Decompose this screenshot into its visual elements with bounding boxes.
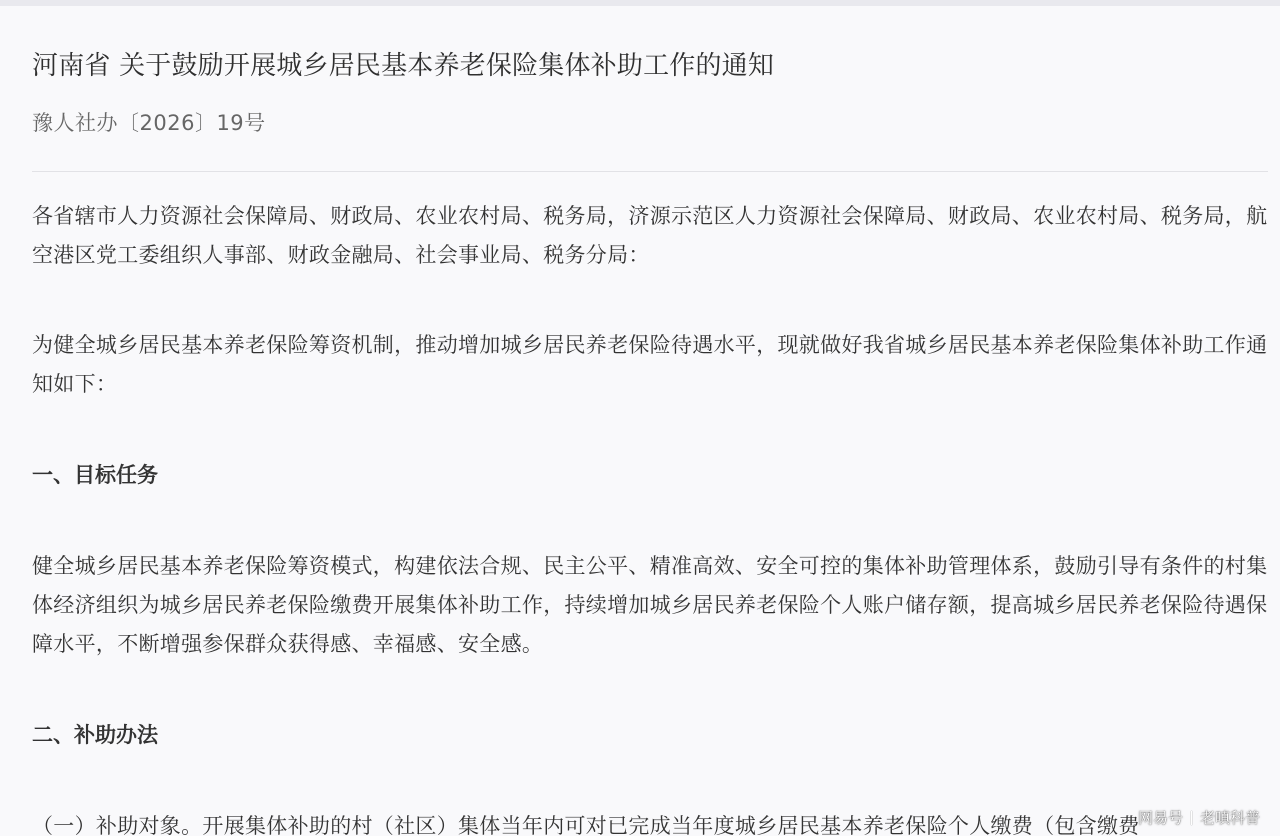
recipients-paragraph: 各省辖市人力资源社会保障局、财政局、农业农村局、税务局，济源示范区人力资源社会保障局、财政局、农业农村局、税务局，航空港区党工委组织人事部、财政金融局、社会事业局、税务分局： <box>32 204 1268 267</box>
top-bar <box>0 0 1280 6</box>
title-divider <box>32 171 1268 172</box>
document-content <box>32 42 1268 836</box>
watermark-account: 老嗔科普 <box>1199 809 1260 827</box>
subsidy-target-paragraph: （一）补助对象。开展集体补助的村（社区）集体当年内可对已完成当年度城乡居民基本养老保险个人缴费（包含缴费 <box>32 814 1140 836</box>
intro-paragraph: 为健全城乡居民基本养老保险筹资机制，推动增加城乡居民养老保险待遇水平，现就做好我省城乡居民基本养老保险集体补助工作通知如下： <box>32 333 1268 396</box>
section-heading-goals: 一、目标任务 <box>32 463 158 487</box>
section-heading-subsidy-method: 二、补助办法 <box>32 723 158 747</box>
source-watermark <box>1138 808 1260 828</box>
watermark-separator <box>1191 811 1192 825</box>
watermark-platform: 网易号 <box>1137 809 1183 827</box>
goals-paragraph: 健全城乡居民基本养老保险筹资模式，构建依法合规、民主公平、精准高效、安全可控的集体补助管理体系，鼓励引导有条件的村集体经济组织为城乡居民养老保险缴费开展集体补助工作，持续增加城乡居民养老保险个人账户储存额，提高城乡居民养老保险待遇保障水平，不断增强参保群众获得感、幸福感、安全感。 <box>32 554 1268 656</box>
document-title: 河南省 关于鼓励开展城乡居民基本养老保险集体补助工作的通知 <box>32 51 775 81</box>
document-number: 豫人社办〔2026〕19号 <box>32 111 266 135</box>
